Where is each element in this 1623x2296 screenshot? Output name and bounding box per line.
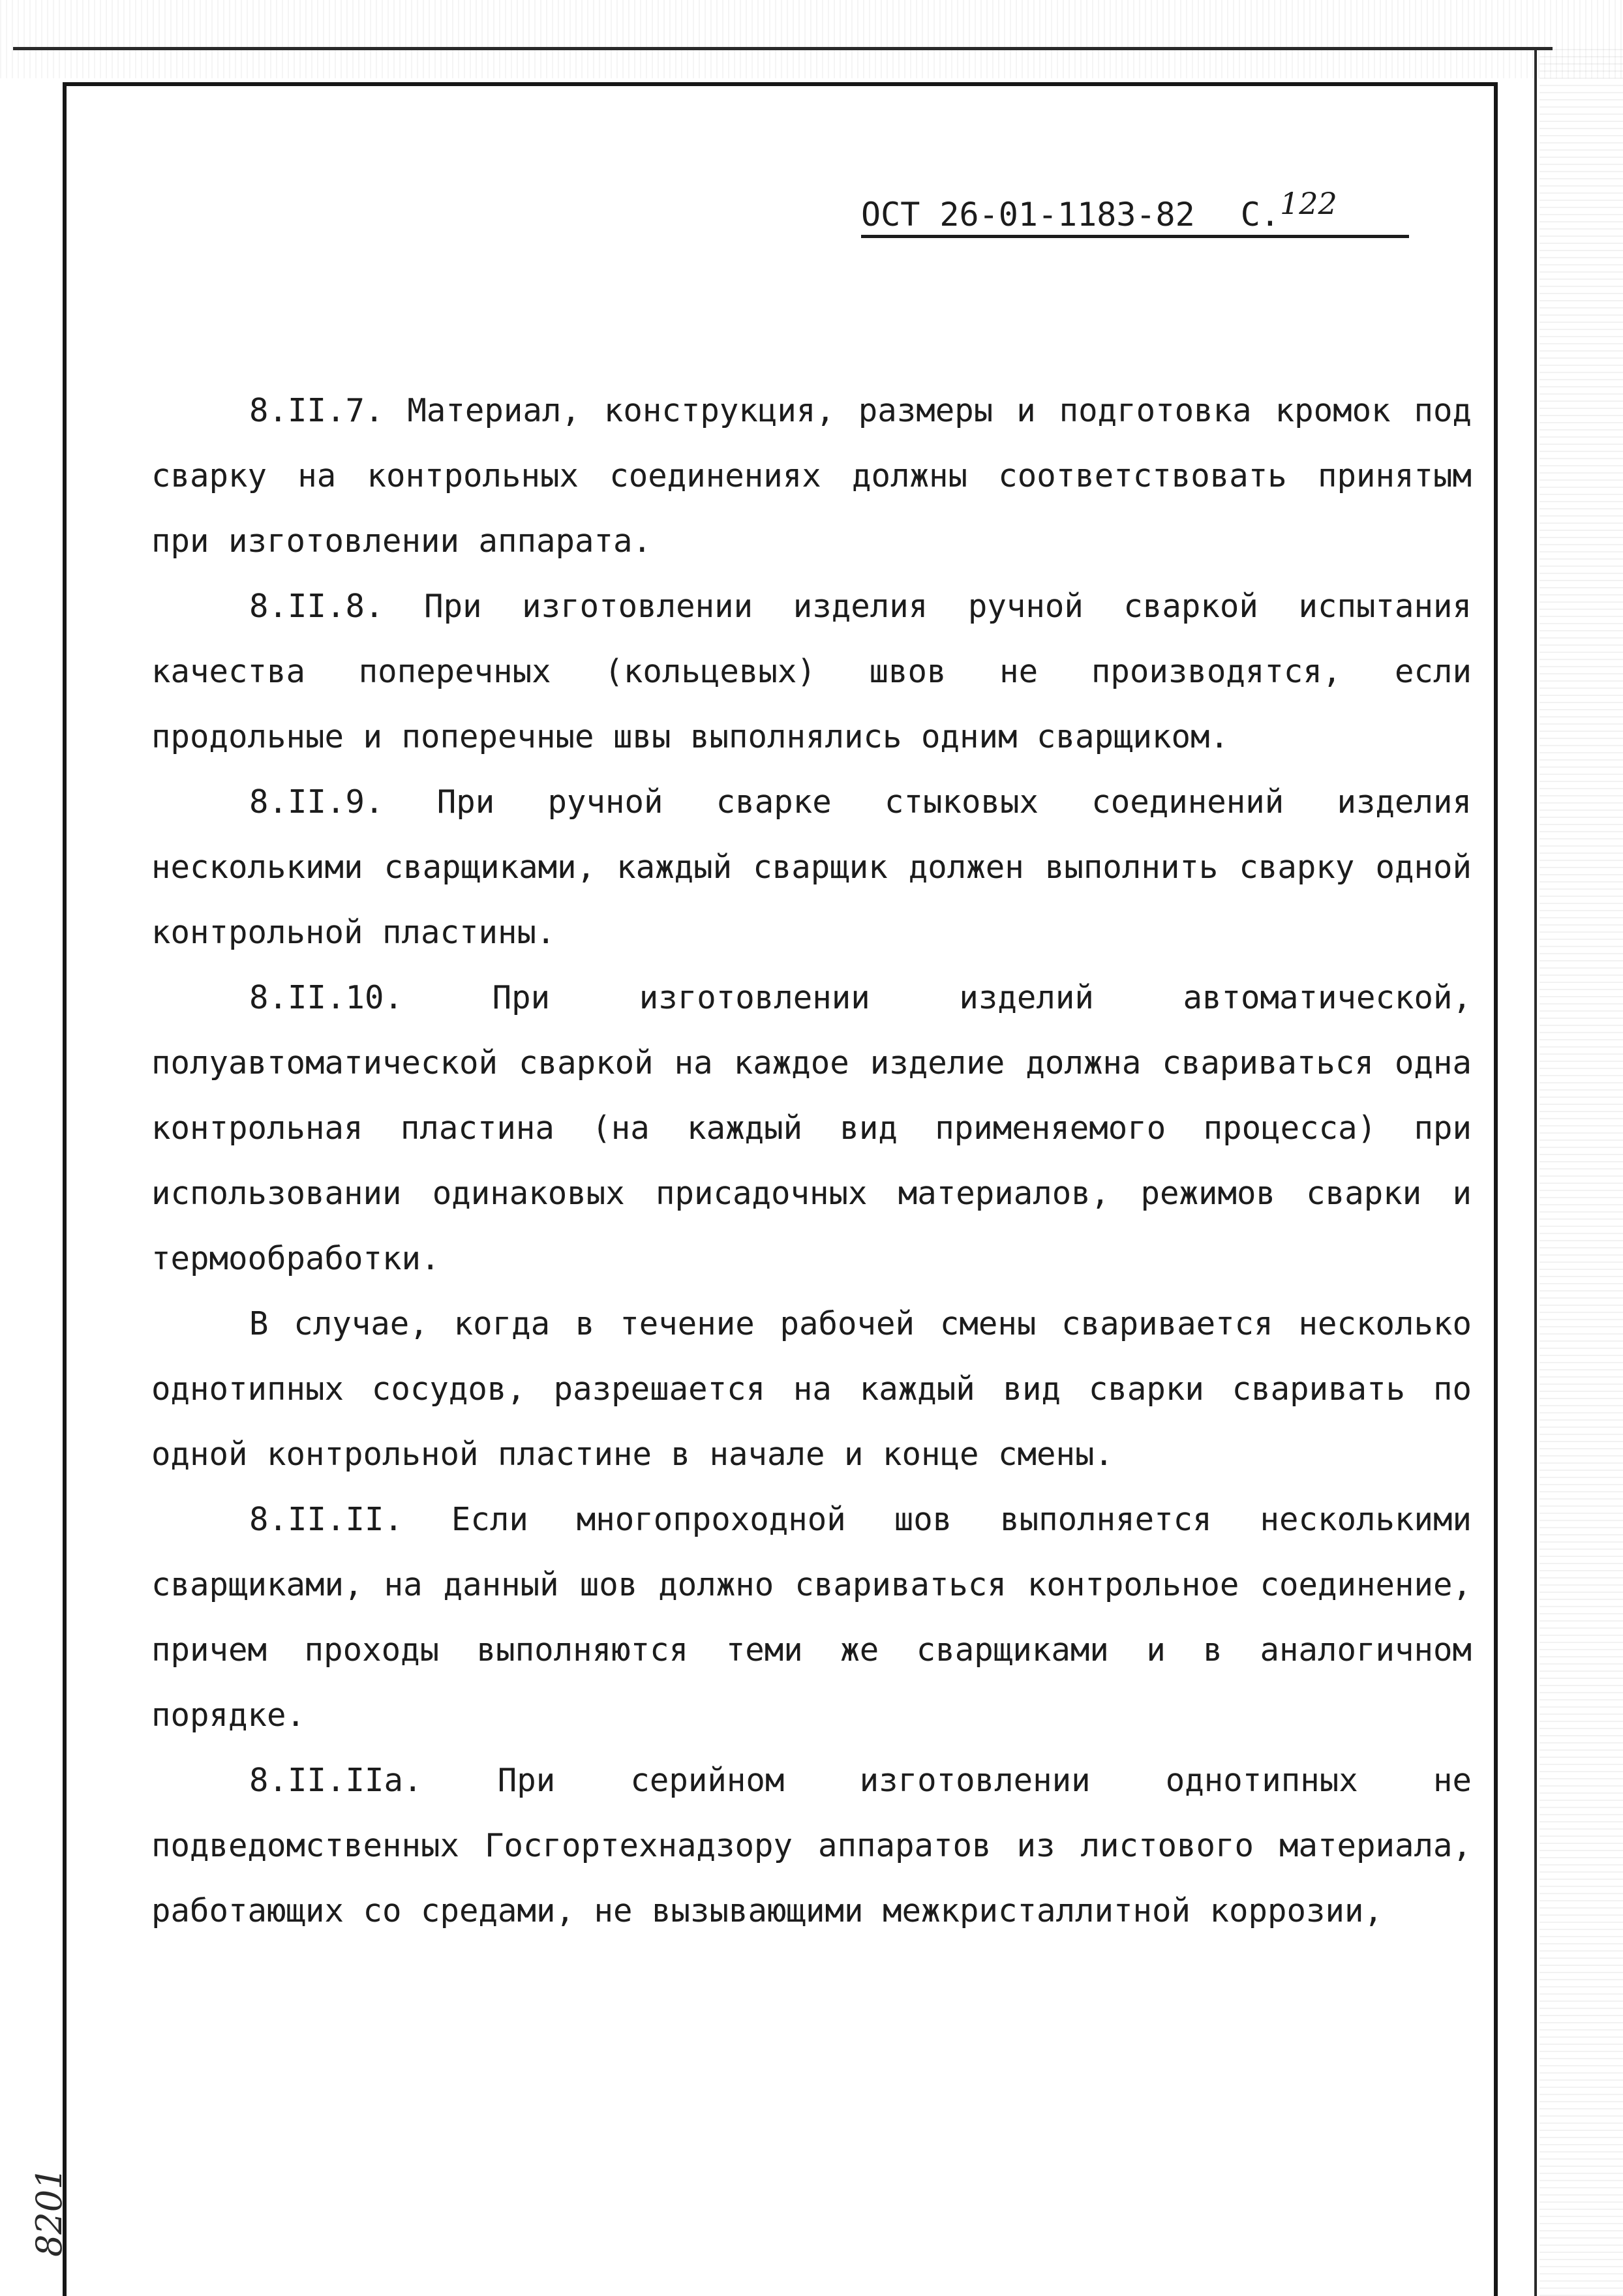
document-code: ОСТ 26-01-1183-82 [861,196,1195,234]
paragraph-8-11-11: 8.II.II. Если многопроходной шов выполняется несколькими сварщиками, на данный шов должно свариваться контрольное соединение, причем проходы выполняются теми же сварщиками и в аналогичном порядке. [151,1501,1491,1734]
paragraph-8-11-7: 8.II.7. Материал, конструкция, размеры и подготовка кромок под сварку на контрольных соединениях должны соответствовать принятым при изготовлении аппарата. [151,392,1491,560]
page-number: 122 [1279,186,1337,221]
inner-frame-left-line [63,82,67,2296]
header-underline [861,235,1409,238]
paragraph-8-11-8: 8.II.8. При изготовлении изделия ручной сваркой испытания качества поперечных (кольцевых) швов не производятся, если продольные и поперечные швы выполнялись одним сварщиком. [151,588,1491,755]
inner-frame-top-line [63,82,1498,86]
outer-frame-right-line [1534,47,1537,2296]
page-header [861,186,1409,239]
margin-handwritten-note: 8201 [29,2167,70,2257]
paragraph-8-11-11a: 8.II.IIа. При серийном изготовлении однотипных не подведомственных Госгортехнадзору аппаратов из листового материала, работающих со средами, не вызывающими межкристаллитной коррозии, [151,1762,1491,1929]
page-prefix: С. [1240,196,1280,234]
paragraph-8-11-10: 8.II.10. При изготовлении изделий автоматической, полуавтоматической сваркой на каждое изделие должна свариваться одна контрольная пластина (на каждый вид применяемого процесса) при использовании одинаковых присадочных материалов, режимов сварки и термообработки. [151,979,1491,1277]
body-text [151,378,1491,1944]
paragraph-8-11-10-continued: В случае, когда в течение рабочей смены сваривается несколько однотипных сосудов, разрешается на каждый вид сварки сваривать по одной контрольной пластине в начале и конце смены. [151,1305,1491,1473]
scan-noise-right [1540,47,1623,2296]
inner-frame-right-line [1494,82,1498,2296]
scan-noise-top [0,0,1623,78]
outer-frame-top-line [13,47,1553,50]
paragraph-8-11-9: 8.II.9. При ручной сварке стыковых соединений изделия несколькими сварщиками, каждый сварщик должен выполнить сварку одной контрольной пластины. [151,783,1491,951]
